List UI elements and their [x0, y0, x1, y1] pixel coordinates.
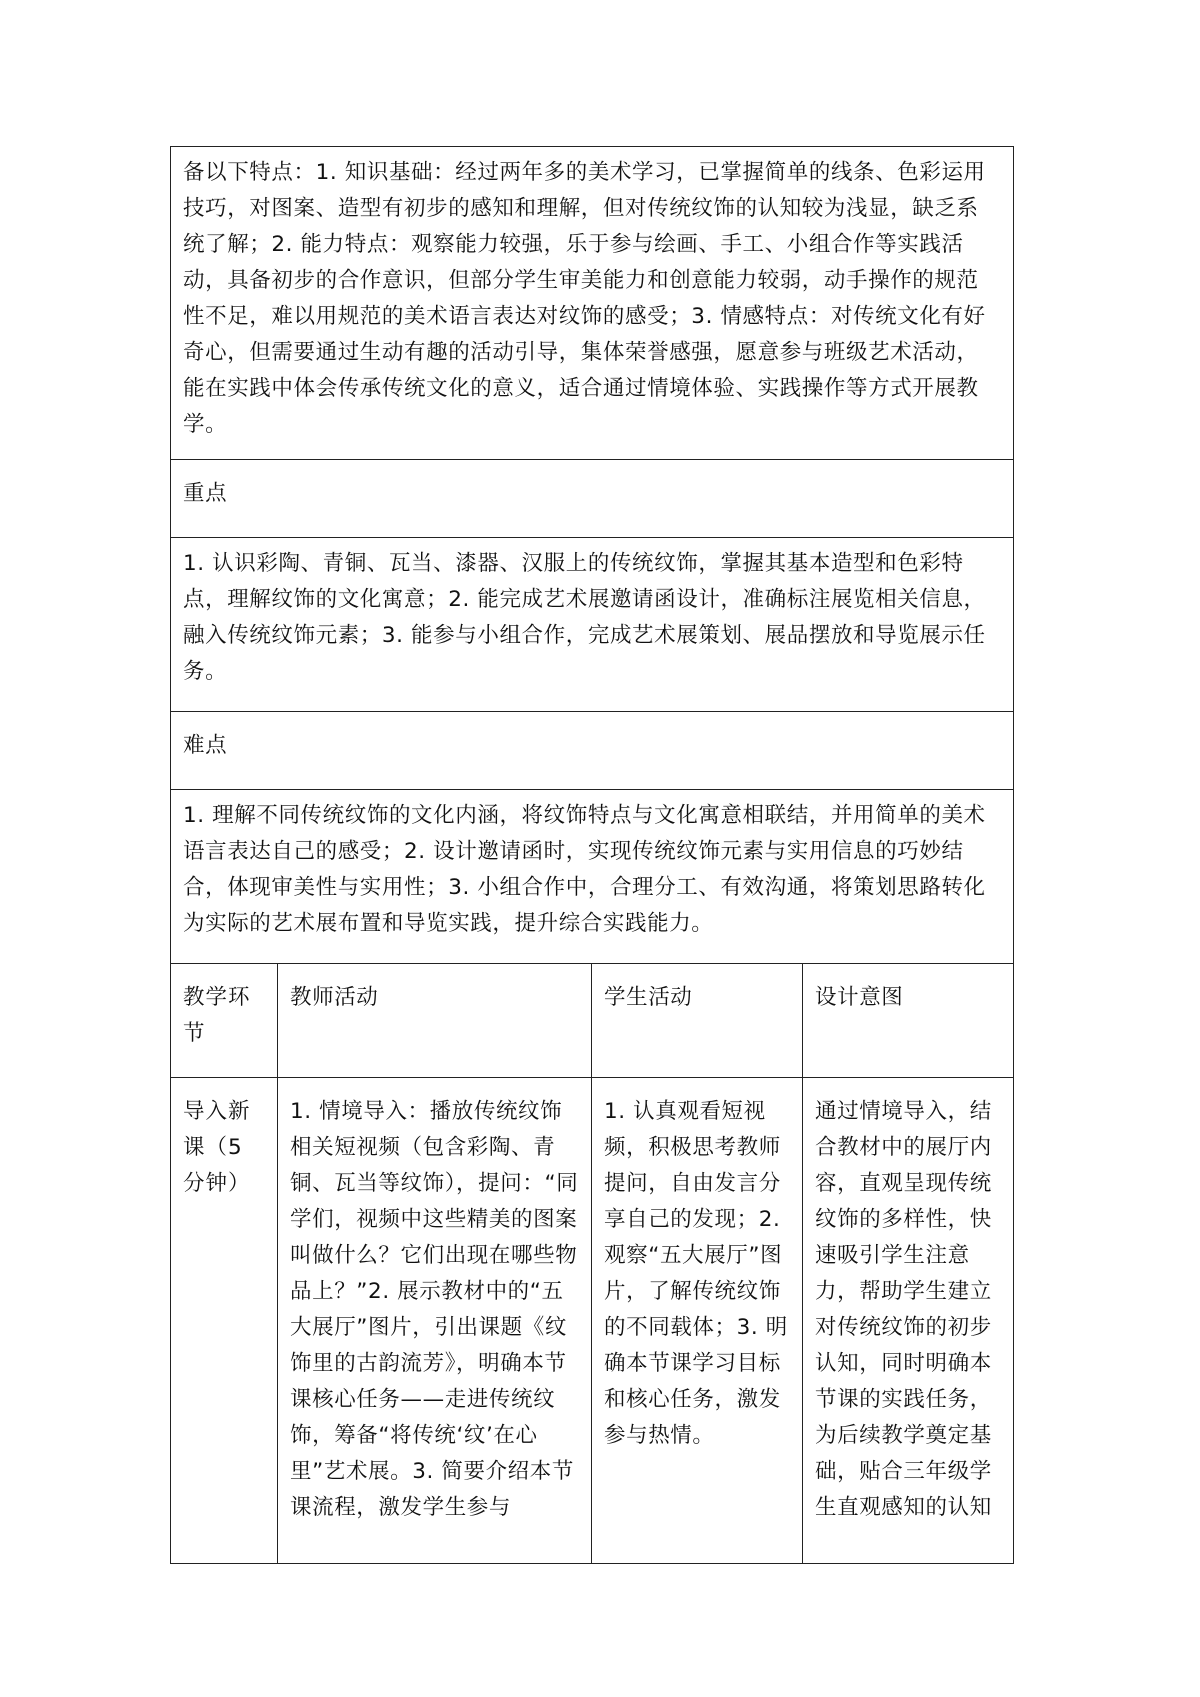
difficulties-text: 1. 理解不同传统纹饰的文化内涵，将纹饰特点与文化寓意相联结，并用简单的美术语言表达自己的感受；2. 设计邀请函时，实现传统纹饰元素与实用信息的巧妙结合，体现审美性与实用性；3. 小组合作中，合理分工、有效沟通，将策划思路转化为实际的艺术展布置和导览实践，提升综合实践能力。 — [171, 790, 1014, 964]
row-design-intent: 通过情境导入，结合教材中的展厅内容，直观呈现传统纹饰的多样性，快速吸引学生注意力，帮助学生建立对传统纹饰的初步认知，同时明确本节课的实践任务，为后续教学奠定基础，贴合三年级学生直观感知的认知 — [803, 1078, 1014, 1564]
header-student: 学生活动 — [592, 964, 803, 1078]
key-points-label: 重点 — [171, 460, 1014, 538]
row-stage: 导入新课（5分钟） — [171, 1078, 278, 1564]
header-stage: 教学环节 — [171, 964, 278, 1078]
key-points-text: 1. 认识彩陶、青铜、瓦当、漆器、汉服上的传统纹饰，掌握其基本造型和色彩特点，理解纹饰的文化寓意；2. 能完成艺术展邀请函设计，准确标注展览相关信息，融入传统纹饰元素；3. 能参与小组合作，完成艺术展策划、展品摆放和导览展示任务。 — [171, 538, 1014, 712]
intro-text: 备以下特点：1. 知识基础：经过两年多的美术学习，已掌握简单的线条、色彩运用技巧，对图案、造型有初步的感知和理解，但对传统纹饰的认知较为浅显，缺乏系统了解；2. 能力特点：观察能力较强，乐于参与绘画、手工、小组合作等实践活动，具备初步的合作意识，但部分学生审美能力和创意能力较弱，动手操作的规范性不足，难以用规范的美术语言表达对纹饰的感受；3. 情感特点：对传统文化有好奇心，但需要通过生动有趣的活动引导，集体荣誉感强，愿意参与班级艺术活动，能在实践中体会传承传统文化的意义，适合通过情境体验、实践操作等方式开展教学。 — [171, 147, 1014, 460]
key-points-row — [171, 538, 1014, 712]
difficulties-row — [171, 790, 1014, 964]
header-intent: 设计意图 — [803, 964, 1014, 1078]
row-teacher-activity: 1. 情境导入：播放传统纹饰相关短视频（包含彩陶、青铜、瓦当等纹饰），提问：“同学们，视频中这些精美的图案叫做什么？它们出现在哪些物品上？”2. 展示教材中的“五大展厅”图片，引出课题《纹饰里的古韵流芳》，明确本节课核心任务——走进传统纹饰，筹备“将传统‘纹’在心里”艺术展。3. 简要介绍本节课流程，激发学生参与 — [278, 1078, 592, 1564]
key-points-label-row — [171, 460, 1014, 538]
row-student-activity: 1. 认真观看短视频，积极思考教师提问，自由发言分享自己的发现；2. 观察“五大展厅”图片，了解传统纹饰的不同载体；3. 明确本节课学习目标和核心任务，激发参与热情。 — [592, 1078, 803, 1564]
process-row — [171, 1078, 1014, 1564]
lesson-plan-table — [170, 146, 1014, 1564]
header-teacher: 教师活动 — [278, 964, 592, 1078]
difficulties-label: 难点 — [171, 712, 1014, 790]
difficulties-label-row — [171, 712, 1014, 790]
intro-row — [171, 147, 1014, 460]
process-header-row — [171, 964, 1014, 1078]
